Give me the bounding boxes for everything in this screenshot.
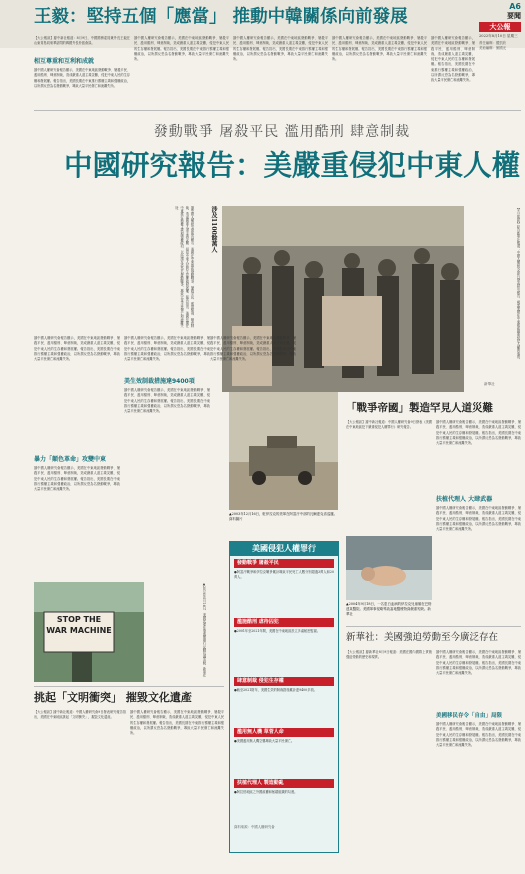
bottom-right-headline: 新華社：美國強迫勞動至今廣泛存在 <box>346 632 499 643</box>
section-name: 要聞 <box>507 12 521 20</box>
main-subhead-2: 暴力「顛色革命」攻變中東 <box>34 456 107 463</box>
sidebar-item-text-3: ●截至2021財年，美國生效的制裁措施累計達9400多項。 <box>234 688 317 692</box>
top-story-subhead: 相互尊重和互利和成就 <box>34 58 95 65</box>
main-col-2b: 據中國人權研究會報告顯示，美國在中東地區發動戰爭、屠殺平民、濫用酷刑、肆意制裁，造成嚴重人道主義災難，侵犯中東人民的生存權和發展權。報告指出，美國長期在中東推行霸權主義和強權政治，以所謂反恐為名發動戰爭，導致大量平民傷亡和流離失所。 <box>124 388 210 414</box>
sidebar-item-text-4: ●美國濫用無人機空襲導致大量平民傷亡。 <box>234 739 295 743</box>
top-story-col-4: 據中國人權研究會報告顯示，美國在中東地區發動戰爭、屠殺平民、濫用酷刑、肆意制裁，造成嚴重人道主義災難，侵犯中東人民的生存權和發展權。報告指出，美國長期在中東推行霸權主義和強權政治，以所謂反恐為名發動戰爭，導致大量平民傷亡和流離失所。 <box>332 36 427 62</box>
child-photo <box>346 536 432 600</box>
main-subhead-1: 美生效制裁措施達9400項 <box>124 378 195 385</box>
bottom-left-col-1: 【大公報訊】據中新社報道：中國人權研究會9日發表研究報告指出，美國在中東地區挑起「文明衝突」，摧毀文化遺產。 <box>34 710 126 720</box>
sidebar-title: 美國侵犯人權罪行 <box>230 542 338 556</box>
editor-2: 美術編輯：劉國光 <box>479 46 507 50</box>
military-photo <box>229 392 338 510</box>
right-story-col-1: 【大公報訊】據中新社報道：中國人權研究會9日發表《美國在中東地區犯下嚴重侵犯人權罪行》研究報告。 <box>346 420 432 430</box>
right-story-headline: 「戰爭帝國」製造罕見人道災難 <box>346 402 493 414</box>
top-story-col-5: 據中國人權研究會報告顯示，美國在中東地區發動戰爭、屠殺平民、濫用酷刑、肆意制裁，造成嚴重人道主義災難，侵犯中東人民的生存權和發展權。報告指出，美國長期在中東推行霸權主義和強權政治，以所謂反恐為名發動戰爭，導致大量平民傷亡和流離失所。 <box>431 36 475 83</box>
top-story-col-3: 據中國人權研究會報告顯示，美國在中東地區發動戰爭、屠殺平民、濫用酷刑、肆意制裁，造成嚴重人道主義災難，侵犯中東人民的生存權和發展權。報告指出，美國長期在中東推行霸權主義和強權政治，以所謂反恐為名發動戰爭，導致大量平民傷亡和流離失所。 <box>233 36 328 62</box>
sidebar-item-head-2: 濫施酷刑 虐待囚犯 <box>234 618 334 627</box>
right-story-col-3: 據中國人權研究會報告顯示，美國在中東地區發動戰爭、屠殺平民、濫用酷刑、肆意制裁，造成嚴重人道主義災難，侵犯中東人民的生存權和發展權。報告指出，美國長期在中東推行霸權主義和強權政治，以所謂反恐為名發動戰爭，導致大量平民傷亡和流離失所。 <box>436 506 521 532</box>
top-story-col-1: 據中國人權研究會報告顯示，美國在中東地區發動戰爭、屠殺平民、濫用酷刑、肆意制裁，造成嚴重人道主義災難，侵犯中東人民的生存權和發展權。報告指出，美國長期在中東推行霸權主義和強權政治，以所謂反恐為名發動戰爭，導致大量平民傷亡和流離失所。 <box>34 68 130 88</box>
section-code: A6 <box>509 2 521 11</box>
main-photo-credit: 新華社 <box>484 382 495 386</box>
sidebar-box <box>229 541 339 853</box>
right-story-subhead: 扶植代理人 大肆武器 <box>436 496 493 503</box>
main-right-vertical: 【大公報訊】綜合新華社報道：中國人權研究會9日發表研究報告，揭露美國在中東地區嚴重侵犯人權的事實。 <box>516 206 520 362</box>
top-story-col-2: 據中國人權研究會報告顯示，美國在中東地區發動戰爭、屠殺平民、濫用酷刑、肆意制裁，造成嚴重人道主義災難，侵犯中東人民的生存權和發展權。報告指出，美國長期在中東推行霸權主義和強權政治，以所謂反恐為名發動戰爭，導致大量平民傷亡和流離失所。 <box>134 36 229 62</box>
hospital-child-image <box>346 536 432 600</box>
sidebar-note: 資料來源：中國人權研究會 <box>234 825 275 829</box>
military-caption: ▲2003年12月16日，駐伊拉克的美軍在阿富汗中部的瓦爾達克省巡邏。資料圖片 <box>229 512 338 521</box>
issue-date: 2022年8月10日 星期三 <box>479 34 518 38</box>
protest-caption: ▲2019年5月16日，美國民眾在華盛頓舉行反戰抗議活動。新華社 <box>202 582 206 677</box>
sidebar-item-head-4: 濫用無人機 草菅人命 <box>234 728 334 737</box>
protest-photo <box>34 582 144 682</box>
main-col-1a: 據中國人權研究會報告顯示，美國在中東地區發動戰爭、屠殺平民、濫用酷刑、肆意制裁，造成嚴重人道主義災難，侵犯中東人民的生存權和發展權。報告指出，美國長期在中東推行霸權主義和強權政治，以所謂反恐為名發動戰爭，導致大量平民傷亡和流離失所。 <box>34 336 120 362</box>
bottom-right-subhead: 美國移民存令「自由」局限 <box>436 713 503 719</box>
protest-sign-text: STOP THE WAR MACHINE <box>46 615 112 635</box>
main-col-1b: 據中國人權研究會報告顯示，美國在中東地區發動戰爭、屠殺平民、濫用酷刑、肆意制裁，造成嚴重人道主義災難，侵犯中東人民的生存權和發展權。報告指出，美國長期在中東推行霸權主義和強權政治，以所謂反恐為名發動戰爭，導致大量平民傷亡和流離失所。 <box>34 466 120 492</box>
brand-logo: 大公報 <box>479 22 521 32</box>
sidebar-item-text-2: ●2001年至2021年間，美國在中東地區設立多處秘密監獄。 <box>234 629 320 633</box>
divider-bottom-left <box>34 686 224 687</box>
main-kicker: 發動戰爭 屠殺平民 濫用酷刑 肆意制裁 <box>153 124 411 140</box>
right-story-col-2: 據中國人權研究會報告顯示，美國在中東地區發動戰爭、屠殺平民、濫用酷刑、肆意制裁，造成嚴重人道主義災難，侵犯中東人民的生存權和發展權。報告指出，美國長期在中東推行霸權主義和強權政治，以所謂反恐為名發動戰爭，導致大量平民傷亡和流離失所。 <box>436 420 521 446</box>
main-vertical-body: 據中國人權研究會報告顯示，美國在中東地區發動戰爭、屠殺平民、濫用酷刑、肆意制裁，造成嚴重人道主義災難，侵犯中東人民的生存權和發展權。報告指出，美國長期在中東推行霸權主義和強權政治，以所謂反恐為名發動戰爭，導致大量平民傷亡和流離失所。 <box>174 206 194 328</box>
main-col-2a: 據中國人權研究會報告顯示，美國在中東地區發動戰爭、屠殺平民、濫用酷刑、肆意制裁，造成嚴重人道主義災難，侵犯中東人民的生存權和發展權。報告指出，美國長期在中東推行霸權主義和強權政治，以所謂反恐為名發動戰爭，導致大量平民傷亡和流離失所。 <box>124 336 210 362</box>
divider-right <box>346 626 521 627</box>
armored-vehicle-image <box>229 392 338 510</box>
child-caption: ▲2004年9月18日，一名患白血病的伊拉克兒童躺在巴格達某醫院。美國軍事侵略導致當地醫療物資嚴重短缺。新華社 <box>346 602 432 616</box>
main-col-3: 據中國人權研究會報告顯示，美國在中東地區發動戰爭、屠殺平民、濫用酷刑、肆意制裁，造成嚴重人道主義災難，侵犯中東人民的生存權和發展權。報告指出，美國長期在中東推行霸權主義和強權政治，以所謂反恐為名發動戰爭，導致大量平民傷亡和流離失所。 <box>210 336 296 362</box>
bottom-right-col-2: 據中國人權研究會報告顯示，美國在中東地區發動戰爭、屠殺平民、濫用酷刑、肆意制裁，造成嚴重人道主義災難，侵犯中東人民的生存權和發展權。報告指出，美國長期在中東推行霸權主義和強權政治，以所謂反恐為名發動戰爭，導致大量平民傷亡和流離失所。 <box>436 650 521 676</box>
sidebar-item-head-1: 發動戰爭 屠殺平民 <box>234 559 334 568</box>
top-headline: 王毅：堅持五個「應當」 推動中韓關係向前發展 <box>34 7 408 27</box>
divider-top <box>34 110 521 111</box>
bottom-right-col-1: 【大公報訊】據新華社8月9日報道：美國在國內國際上實施強迫勞動的歷史和現實。 <box>346 650 432 660</box>
sidebar-item-text-5: ●阿拉伯地區之外國政權和極端組織的勾連。 <box>234 790 298 794</box>
editor-1: 責任編輯：羅凱欣 <box>479 41 507 45</box>
bottom-right-col-3: 據中國人權研究會報告顯示，美國在中東地區發動戰爭、屠殺平民、濫用酷刑、肆意制裁，造成嚴重人道主義災難，侵犯中東人民的生存權和發展權。報告指出，美國長期在中東推行霸權主義和強權政治，以所謂反恐為名發動戰爭，導致大量平民傷亡和流離失所。 <box>436 722 521 748</box>
bottom-left-headline: 挑起「文明衝突」 摧毀文化遺產 <box>34 691 192 704</box>
top-story-lead: 【大公報訊】據中新社報道：8月9日，中國國務委員兼外長王毅在山東青島同來華訪問的韓國外長朴振會談。 <box>34 36 130 46</box>
main-vertical-deck: 涉及1100餘萬人 <box>210 206 217 253</box>
main-headline: 中國研究報告：美嚴重侵犯中東人權 <box>64 149 521 182</box>
sidebar-item-head-5: 扶植代理人 製造動亂 <box>234 779 334 788</box>
masthead-block <box>479 2 521 60</box>
sidebar-item-head-3: 肆意制裁 侵犯生存權 <box>234 677 334 686</box>
bottom-left-col-2: 據中國人權研究會報告顯示，美國在中東地區發動戰爭、屠殺平民、濫用酷刑、肆意制裁，造成嚴重人道主義災難，侵犯中東人民的生存權和發展權。報告指出，美國長期在中東推行霸權主義和強權政治，以所謂反恐為名發動戰爭，導致大量平民傷亡和流離失所。 <box>130 710 224 736</box>
sidebar-item-text-1: ●阿富汗戰爭和伊拉克戰爭累計導致平民死亡人數分別超過3萬人和20萬人。 <box>234 570 334 580</box>
